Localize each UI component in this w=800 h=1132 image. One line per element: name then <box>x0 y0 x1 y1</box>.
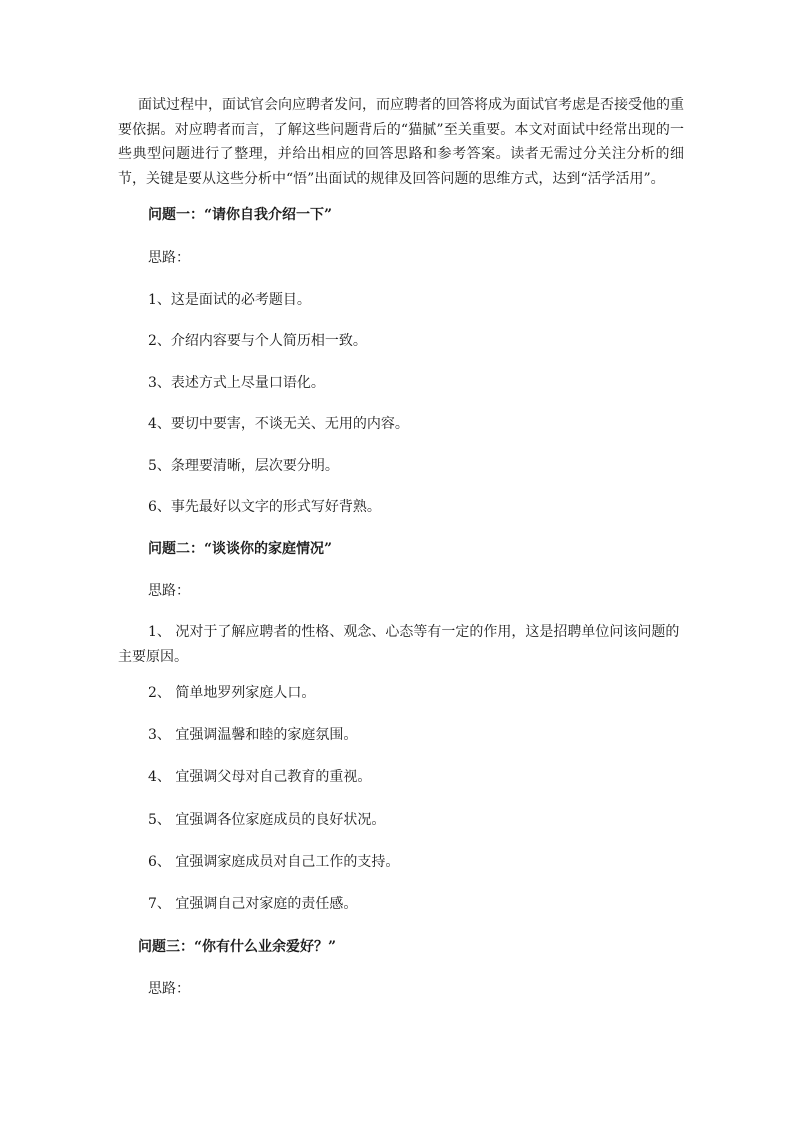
question-1-item: 1、这是面试的必考题目。 <box>148 292 311 308</box>
question-2-item: 4、 宜强调父母对自己教育的重视。 <box>148 769 372 785</box>
question-2-heading: 问题二：“谈谈你的家庭情况” <box>148 541 333 557</box>
question-2-item: 2、 简单地罗列家庭人口。 <box>148 685 316 701</box>
intro-paragraph: 面试过程中，面试官会向应聘者发问，而应聘者的回答将成为面试官考虑是否接受他的重要依据。对应聘者而言，了解这些问题背后的“猫腻”至关重要。本文对面试中经常出现的一些典型问题进行了整理，并给出相应的回答思路和参考答案。读者无需过分关注分析的细节，关键是要从这些分析中“悟”出面试的规律及回答问题的思维方式，达到“活学活用”。 <box>118 97 684 187</box>
question-1-heading: 问题一：“请你自我介绍一下” <box>148 207 333 223</box>
question-2-item: 5、 宜强调各位家庭成员的良好状况。 <box>148 812 386 828</box>
question-2-thinking-label: 思路： <box>148 583 190 599</box>
question-2-item: 1、 况对于了解应聘者的性格、观念、心态等有一定的作用，这是招聘单位问该问题的主要原因。 <box>118 624 680 665</box>
question-2-item: 3、 宜强调温馨和睦的家庭氛围。 <box>148 727 358 743</box>
question-1-thinking-label: 思路： <box>148 250 190 266</box>
question-1-item: 4、要切中要害，不谈无关、无用的内容。 <box>148 416 409 432</box>
question-3-thinking-label: 思路： <box>148 981 190 997</box>
question-3-heading: 问题三：“你有什么业余爱好？” <box>138 939 337 955</box>
question-2-item: 6、 宜强调家庭成员对自己工作的支持。 <box>148 854 400 870</box>
question-1-item: 6、事先最好以文字的形式写好背熟。 <box>148 499 381 515</box>
question-1-item: 5、条理要清晰，层次要分明。 <box>148 458 339 474</box>
question-2-item: 7、 宜强调自己对家庭的责任感。 <box>148 896 358 912</box>
question-1-item: 3、表述方式上尽量口语化。 <box>148 375 325 391</box>
question-1-item: 2、介绍内容要与个人简历相一致。 <box>148 333 367 349</box>
